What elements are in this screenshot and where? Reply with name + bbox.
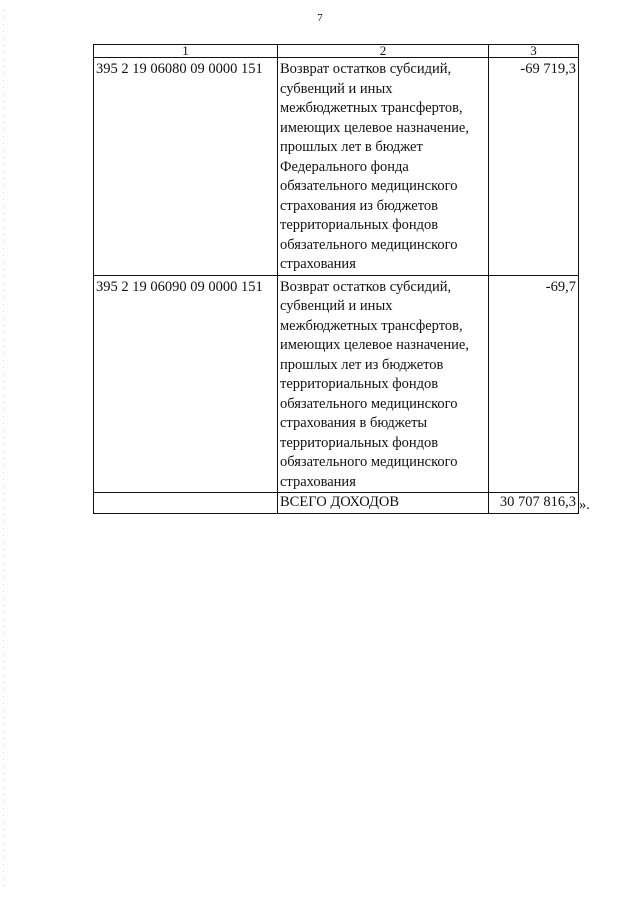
- amount-cell: -69 719,3: [489, 58, 579, 276]
- closing-quote-mark: ».: [579, 497, 590, 513]
- scan-margin-marks: [3, 10, 4, 890]
- income-name-cell: Возврат остатков субсидий, субвенций и иных межбюджетных трансфертов, имеющих целевое назначение, прошлых лет из бюджетов территориальных фондов обязательного медицинского страхования в бюджеты территориальных фондов обязательного медицинского страхования: [278, 275, 489, 493]
- amount-cell: -69,7: [489, 275, 579, 493]
- table-row: [94, 275, 579, 493]
- column-header-2: 2: [278, 45, 489, 58]
- page-number: 7: [317, 12, 323, 24]
- total-code-cell: [94, 493, 278, 514]
- total-row: [94, 493, 579, 514]
- total-label-cell: ВСЕГО ДОХОДОВ: [278, 493, 489, 514]
- column-header-3: 3: [489, 45, 579, 58]
- budget-income-table: [93, 44, 579, 514]
- budget-code-cell: 395 2 19 06090 09 0000 151: [94, 275, 278, 493]
- table-row: [94, 58, 579, 276]
- income-name-cell: Возврат остатков субсидий, субвенций и иных межбюджетных трансфертов, имеющих целевое назначение, прошлых лет в бюджет Федерального фонда обязательного медицинского страхования из бюджетов территориальных фондов обязательного медицинского страхования: [278, 58, 489, 276]
- budget-code-cell: 395 2 19 06080 09 0000 151: [94, 58, 278, 276]
- total-amount-cell: 30 707 816,3: [489, 493, 579, 514]
- column-header-1: 1: [94, 45, 278, 58]
- table-header-row: [94, 45, 579, 58]
